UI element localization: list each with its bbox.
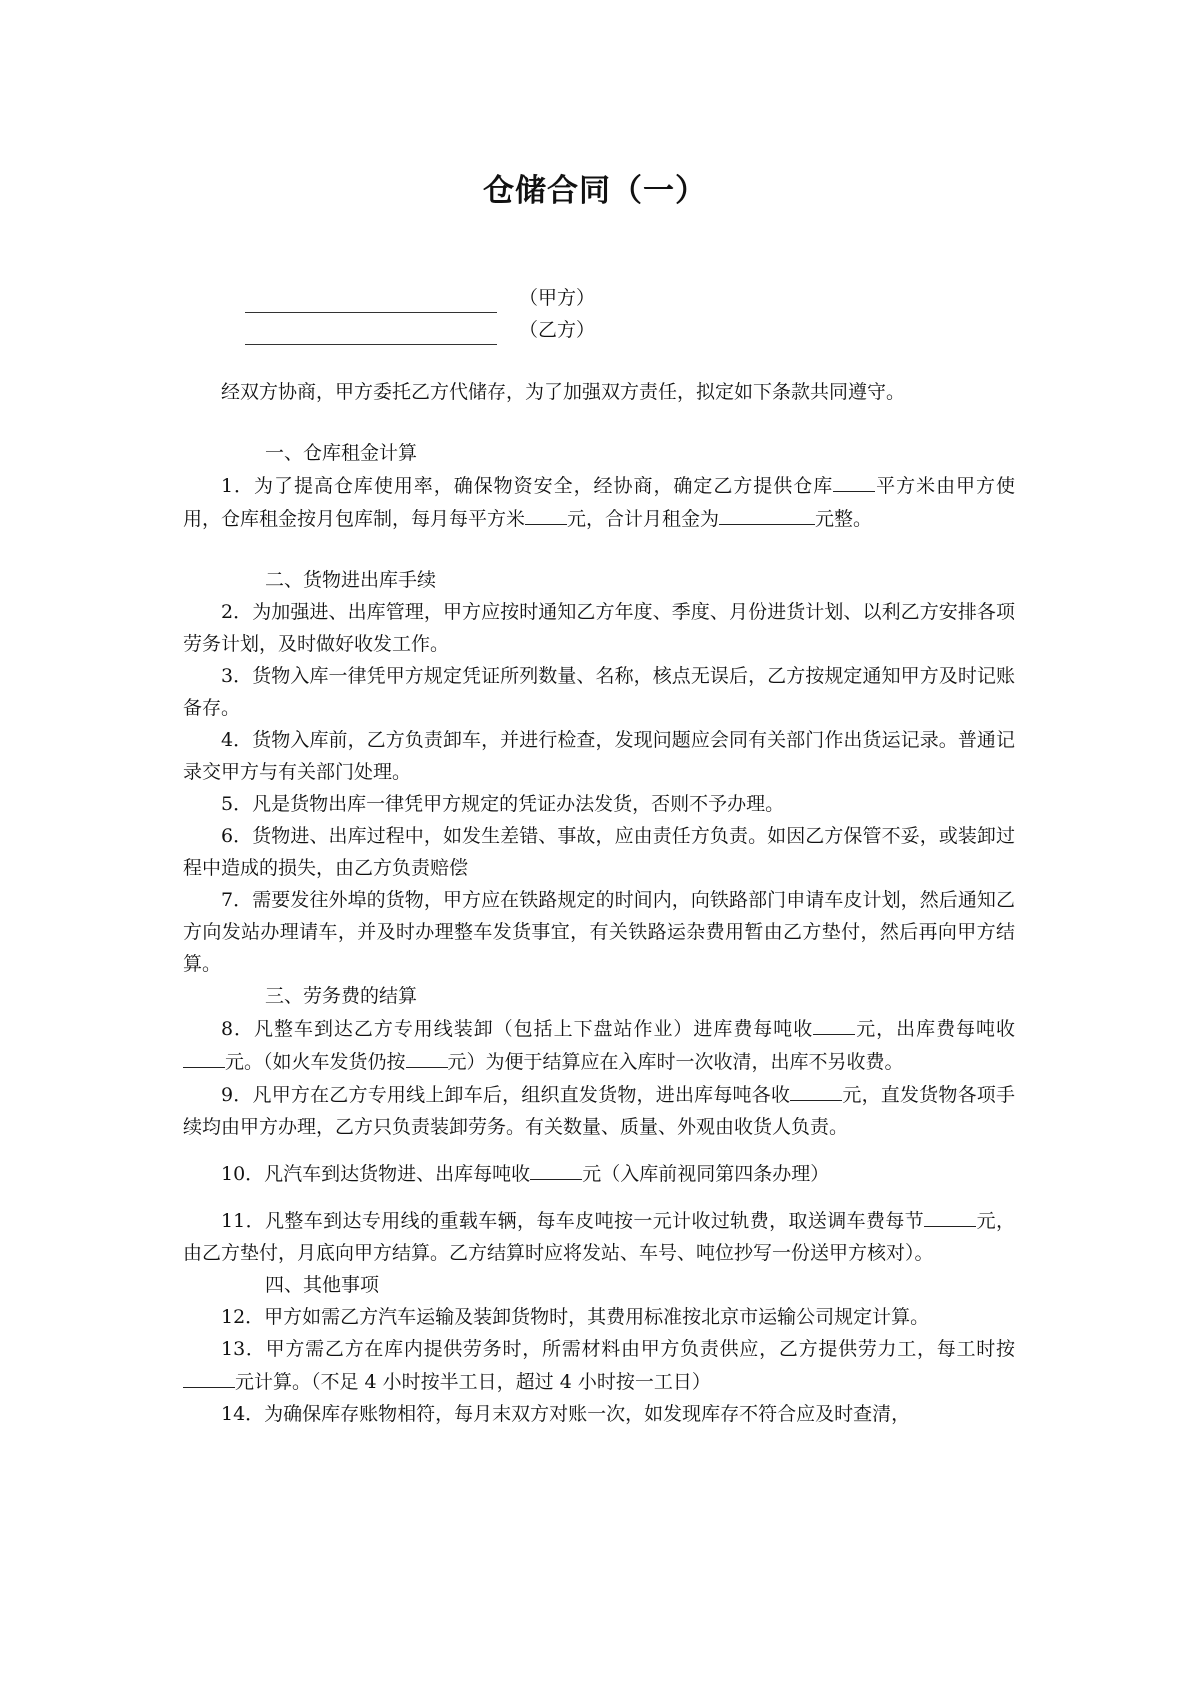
party-a-label: （甲方） — [519, 287, 596, 309]
clause-11 — [183, 1204, 1015, 1269]
blank-field — [183, 1045, 225, 1068]
clause-7: 7．需要发往外埠的货物，甲方应在铁路规定的时间内，向铁路部门申请车皮计划，然后通知乙方向发站办理请车，并及时办理整车发货事宜，有关铁路运杂费用暂由乙方垫付，然后再向甲方结算。 — [183, 889, 1015, 975]
blank-field — [790, 1078, 842, 1101]
clause-8-text-a: 8．凡整车到达乙方专用线装卸（包括上下盘站作业）进库费每吨收 — [221, 1018, 814, 1040]
blank-field — [406, 1045, 448, 1068]
section-heading-3: 三、劳务费的结算 — [265, 985, 418, 1007]
clause-8 — [183, 1012, 1015, 1078]
blank-field — [525, 502, 567, 525]
clause-13 — [183, 1333, 1015, 1398]
intro-paragraph: 经双方协商，甲方委托乙方代储存，为了加强双方责任，拟定如下条款共同遵守。 — [221, 381, 906, 403]
blank-field — [719, 502, 815, 525]
party-b-blank — [245, 344, 497, 345]
blank-field — [813, 1012, 855, 1035]
clause-11-text-b: 元，由乙方垫付，月底向甲方结算。乙方结算时应将发站、车号、吨位抄写一份送甲方核对）。 — [183, 1210, 1015, 1264]
clause-9-text-a: 9．凡甲方在乙方专用线上卸车后，组织直发货物，进出库每吨各收 — [221, 1084, 791, 1106]
section-heading-2: 二、货物进出库手续 — [265, 569, 437, 591]
section-heading-4: 四、其他事项 — [265, 1274, 380, 1296]
clause-10 — [183, 1157, 1015, 1190]
clause-1-text-d: 元整。 — [815, 508, 873, 530]
blank-field — [183, 1365, 235, 1388]
clause-12: 12．甲方如需乙方汽车运输及装卸货物时，其费用标准按北京市运输公司规定计算。 — [221, 1306, 930, 1328]
clause-2: 2．为加强进、出库管理，甲方应按时通知乙方年度、季度、月份进货计划、以利乙方安排各项劳务计划，及时做好收发工作。 — [183, 601, 1015, 655]
blank-field — [833, 469, 875, 492]
clause-9-text-b: 元，直发货物各项手续均由甲方办理，乙方只负责装卸劳务。有关数量、质量、外观由收货人负责。 — [183, 1084, 1015, 1138]
blank-field — [530, 1157, 582, 1180]
clause-8-text-c: 元。（如火车发货仍按 — [225, 1051, 406, 1073]
clause-14: 14．为确保库存账物相符，每月末双方对账一次，如发现库存不符合应及时查清， — [221, 1403, 911, 1425]
document-title: 仓储合同（一） — [483, 173, 707, 209]
clause-4: 4．货物入库前，乙方负责卸车，并进行检查，发现问题应会同有关部门作出货运记录。普通记录交甲方与有关部门处理。 — [183, 729, 1015, 783]
clause-1-text-b: 平方米由甲方使用，仓库租金按月包库制，每月每平方米 — [183, 475, 1015, 530]
clause-5: 5．凡是货物出库一律凭甲方规定的凭证办法发货，否则不予办理。 — [221, 793, 785, 815]
clause-3: 3．货物入库一律凭甲方规定凭证所列数量、名称，核点无误后，乙方按规定通知甲方及时记账备存。 — [183, 665, 1015, 719]
contract-body — [183, 376, 1015, 1430]
section-heading-1: 一、仓库租金计算 — [265, 442, 418, 464]
party-b-row — [245, 315, 665, 347]
party-a-row — [245, 283, 665, 315]
clause-1 — [183, 469, 1015, 535]
clause-8-text-b: 元，出库费每吨收 — [855, 1018, 1015, 1040]
party-a-blank — [245, 312, 497, 313]
clause-1-text-c: 元，合计月租金为 — [567, 508, 720, 530]
clause-10-text-a: 10．凡汽车到达货物进、出库每吨收 — [221, 1163, 531, 1185]
clause-8-text-d: 元）为便于结算应在入库时一次收清，出库不另收费。 — [447, 1051, 904, 1073]
clause-9 — [183, 1078, 1015, 1143]
party-b-label: （乙方） — [519, 319, 596, 341]
clause-1-text-a: 1．为了提高仓库使用率，确保物资安全，经协商，确定乙方提供仓库 — [221, 475, 834, 497]
clause-13-text-a: 13．甲方需乙方在库内提供劳务时，所需材料由甲方负责供应，乙方提供劳力工，每工时按 — [221, 1338, 1015, 1360]
clause-10-text-b: 元（入库前视同第四条办理） — [582, 1163, 830, 1185]
clause-13-text-b: 元计算。（不足 4 小时按半工日，超过 4 小时按一工日） — [235, 1371, 711, 1393]
clause-11-text-a: 11．凡整车到达专用线的重载车辆，每车皮吨按一元计收过轨费，取送调车费每节 — [221, 1210, 925, 1232]
blank-field — [924, 1204, 976, 1227]
clause-6: 6．货物进、出库过程中，如发生差错、事故，应由责任方负责。如因乙方保管不妥，或装卸过程中造成的损失，由乙方负责赔偿 — [183, 825, 1015, 879]
